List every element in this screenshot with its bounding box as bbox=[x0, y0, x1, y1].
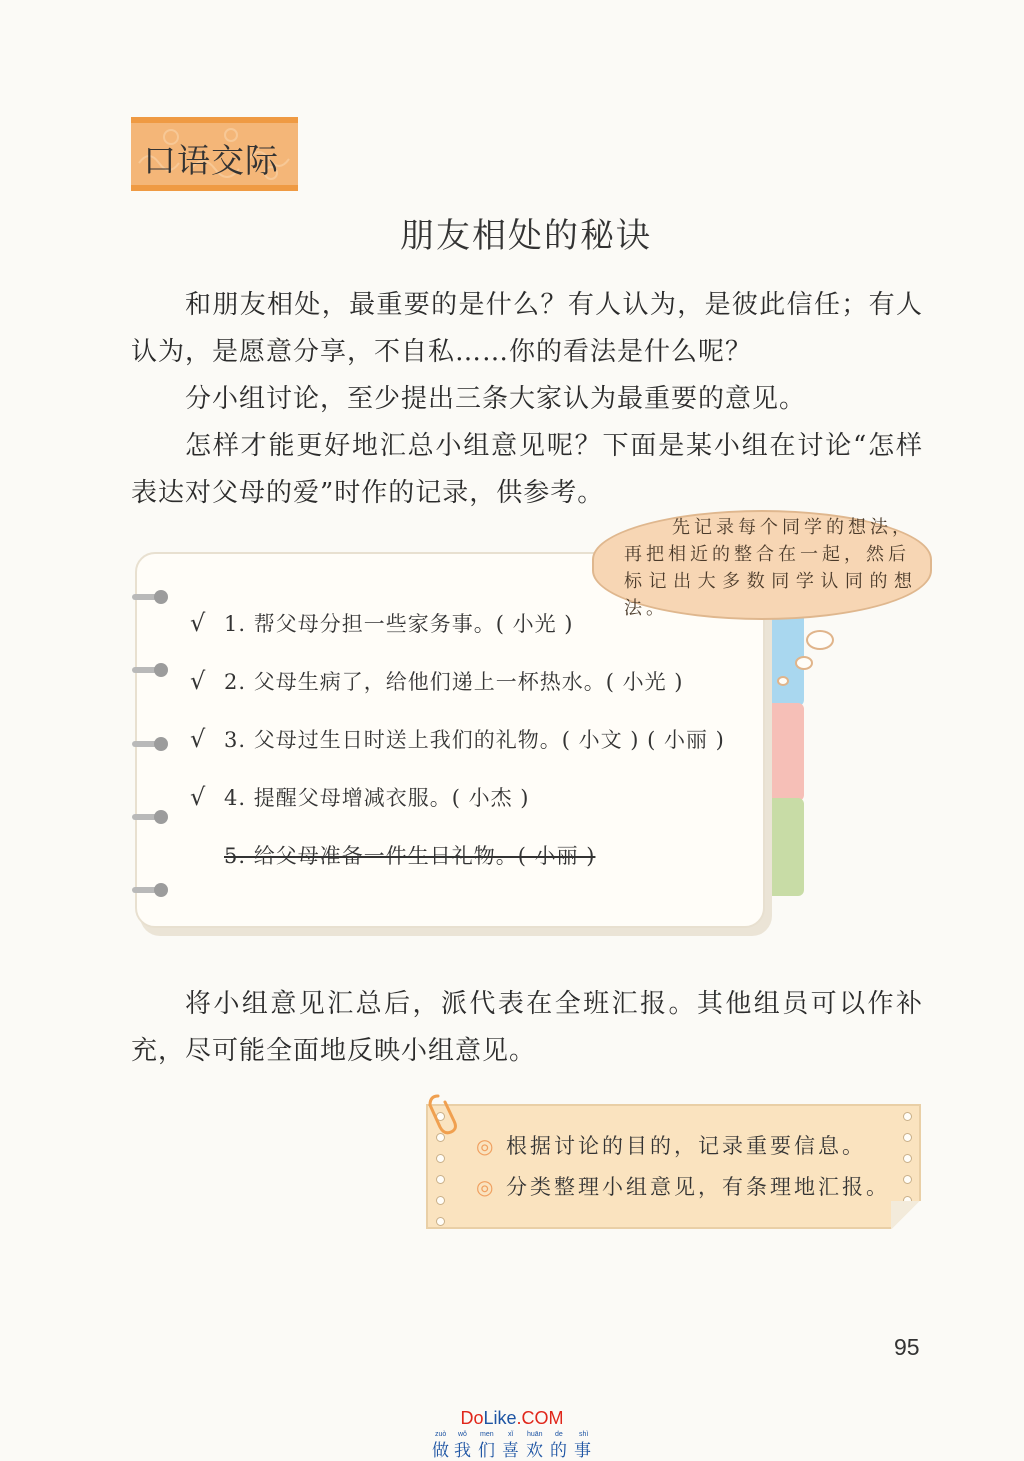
record-item-text: 2. 父母生病了，给他们递上一杯热水。( 小光 ) bbox=[224, 670, 684, 694]
watermark-pinyin: xǐ bbox=[508, 1431, 514, 1438]
notebook-ring bbox=[132, 663, 172, 677]
thought-bubble-dot bbox=[777, 676, 789, 686]
section-tag-label: 口语交际 bbox=[143, 141, 279, 180]
paper-clip-icon bbox=[428, 1090, 468, 1136]
record-item bbox=[190, 608, 573, 638]
notebook-ring bbox=[132, 737, 172, 751]
section-tag bbox=[131, 117, 298, 191]
tip-text: 根据讨论的目的，记录重要信息。 bbox=[506, 1134, 866, 1158]
check-mark-icon: √ bbox=[190, 609, 207, 637]
notebook-ring bbox=[132, 590, 172, 604]
watermark-logo bbox=[0, 1408, 1024, 1429]
watermark-char: 的 bbox=[550, 1441, 567, 1460]
record-item-text: 5. 给父母准备一件生日礼物。( 小丽 ) bbox=[224, 844, 596, 868]
record-item-text: 1. 帮父母分担一些家务事。( 小光 ) bbox=[224, 612, 574, 636]
watermark-pinyin: zuò bbox=[435, 1431, 447, 1438]
thought-bubble-dot bbox=[795, 656, 813, 670]
tip-text: 分类整理小组意见，有条理地汇报。 bbox=[506, 1175, 890, 1199]
bubble-line: 先记录每个同学的想法， bbox=[672, 517, 914, 538]
tip-item bbox=[476, 1130, 866, 1160]
watermark-pinyin: huān bbox=[527, 1431, 543, 1438]
watermark-char: 事 bbox=[574, 1441, 591, 1460]
lesson-title: 朋友相处的秘诀 bbox=[400, 216, 652, 256]
logo-like: Like bbox=[483, 1408, 517, 1428]
check-mark-icon: √ bbox=[190, 783, 207, 811]
circle-bullet-icon: ◎ bbox=[476, 1134, 497, 1158]
watermark-char: 我 bbox=[454, 1441, 471, 1460]
watermark-pinyin: shì bbox=[579, 1431, 589, 1438]
watermark-char: 欢 bbox=[526, 1441, 543, 1460]
bubble-line: 再把相近的整合在一起，然后 bbox=[624, 544, 910, 565]
watermark-pinyin: de bbox=[555, 1431, 563, 1438]
watermark-pinyin: men bbox=[480, 1431, 494, 1438]
thought-bubble-text bbox=[624, 512, 916, 622]
record-item bbox=[190, 782, 529, 812]
logo-com: .COM bbox=[516, 1408, 564, 1428]
notebook-ring bbox=[132, 883, 172, 897]
tip-card bbox=[426, 1104, 921, 1229]
summary-paragraph: 将小组意见汇总后，派代表在全班汇报。其他组员可以作补充，尽可能全面地反映小组意见。 bbox=[131, 989, 923, 1066]
tip-item bbox=[476, 1171, 890, 1201]
record-item-struck bbox=[190, 840, 595, 870]
watermark-char: 喜 bbox=[502, 1441, 519, 1460]
thought-bubble-dot bbox=[806, 630, 834, 650]
card-folded-corner bbox=[891, 1201, 921, 1229]
page-number: 95 bbox=[894, 1334, 920, 1360]
watermark-char: 们 bbox=[478, 1441, 495, 1460]
circle-bullet-icon: ◎ bbox=[476, 1175, 497, 1199]
watermark bbox=[0, 1408, 1024, 1460]
intro-paragraph-2: 分小组讨论，至少提出三条大家认为最重要的意见。 bbox=[185, 384, 807, 414]
watermark-char: 做 bbox=[432, 1441, 449, 1460]
bubble-line: 标记出大多数同学认同的想法。 bbox=[624, 571, 916, 619]
intro-paragraph-1: 和朋友相处，最重要的是什么？有人认为，是彼此信任；有人认为，是愿意分享，不自私……你的看法是什么呢？ bbox=[131, 290, 923, 367]
intro-paragraph-3: 怎样才能更好地汇总小组意见呢？下面是某小组在讨论“怎样表达对父母的爱”时作的记录，供参考。 bbox=[131, 431, 923, 508]
record-item bbox=[190, 724, 725, 754]
record-item-text: 4. 提醒父母增减衣服。( 小杰 ) bbox=[224, 786, 530, 810]
check-mark-icon: √ bbox=[190, 725, 207, 753]
record-item-text: 3. 父母过生日时送上我们的礼物。( 小文 ) ( 小丽 ) bbox=[224, 728, 725, 752]
watermark-pinyin: wǒ bbox=[458, 1431, 467, 1438]
logo-do: Do bbox=[460, 1408, 484, 1428]
notebook-ring bbox=[132, 810, 172, 824]
record-item bbox=[190, 666, 683, 696]
check-mark-icon: √ bbox=[190, 667, 207, 695]
